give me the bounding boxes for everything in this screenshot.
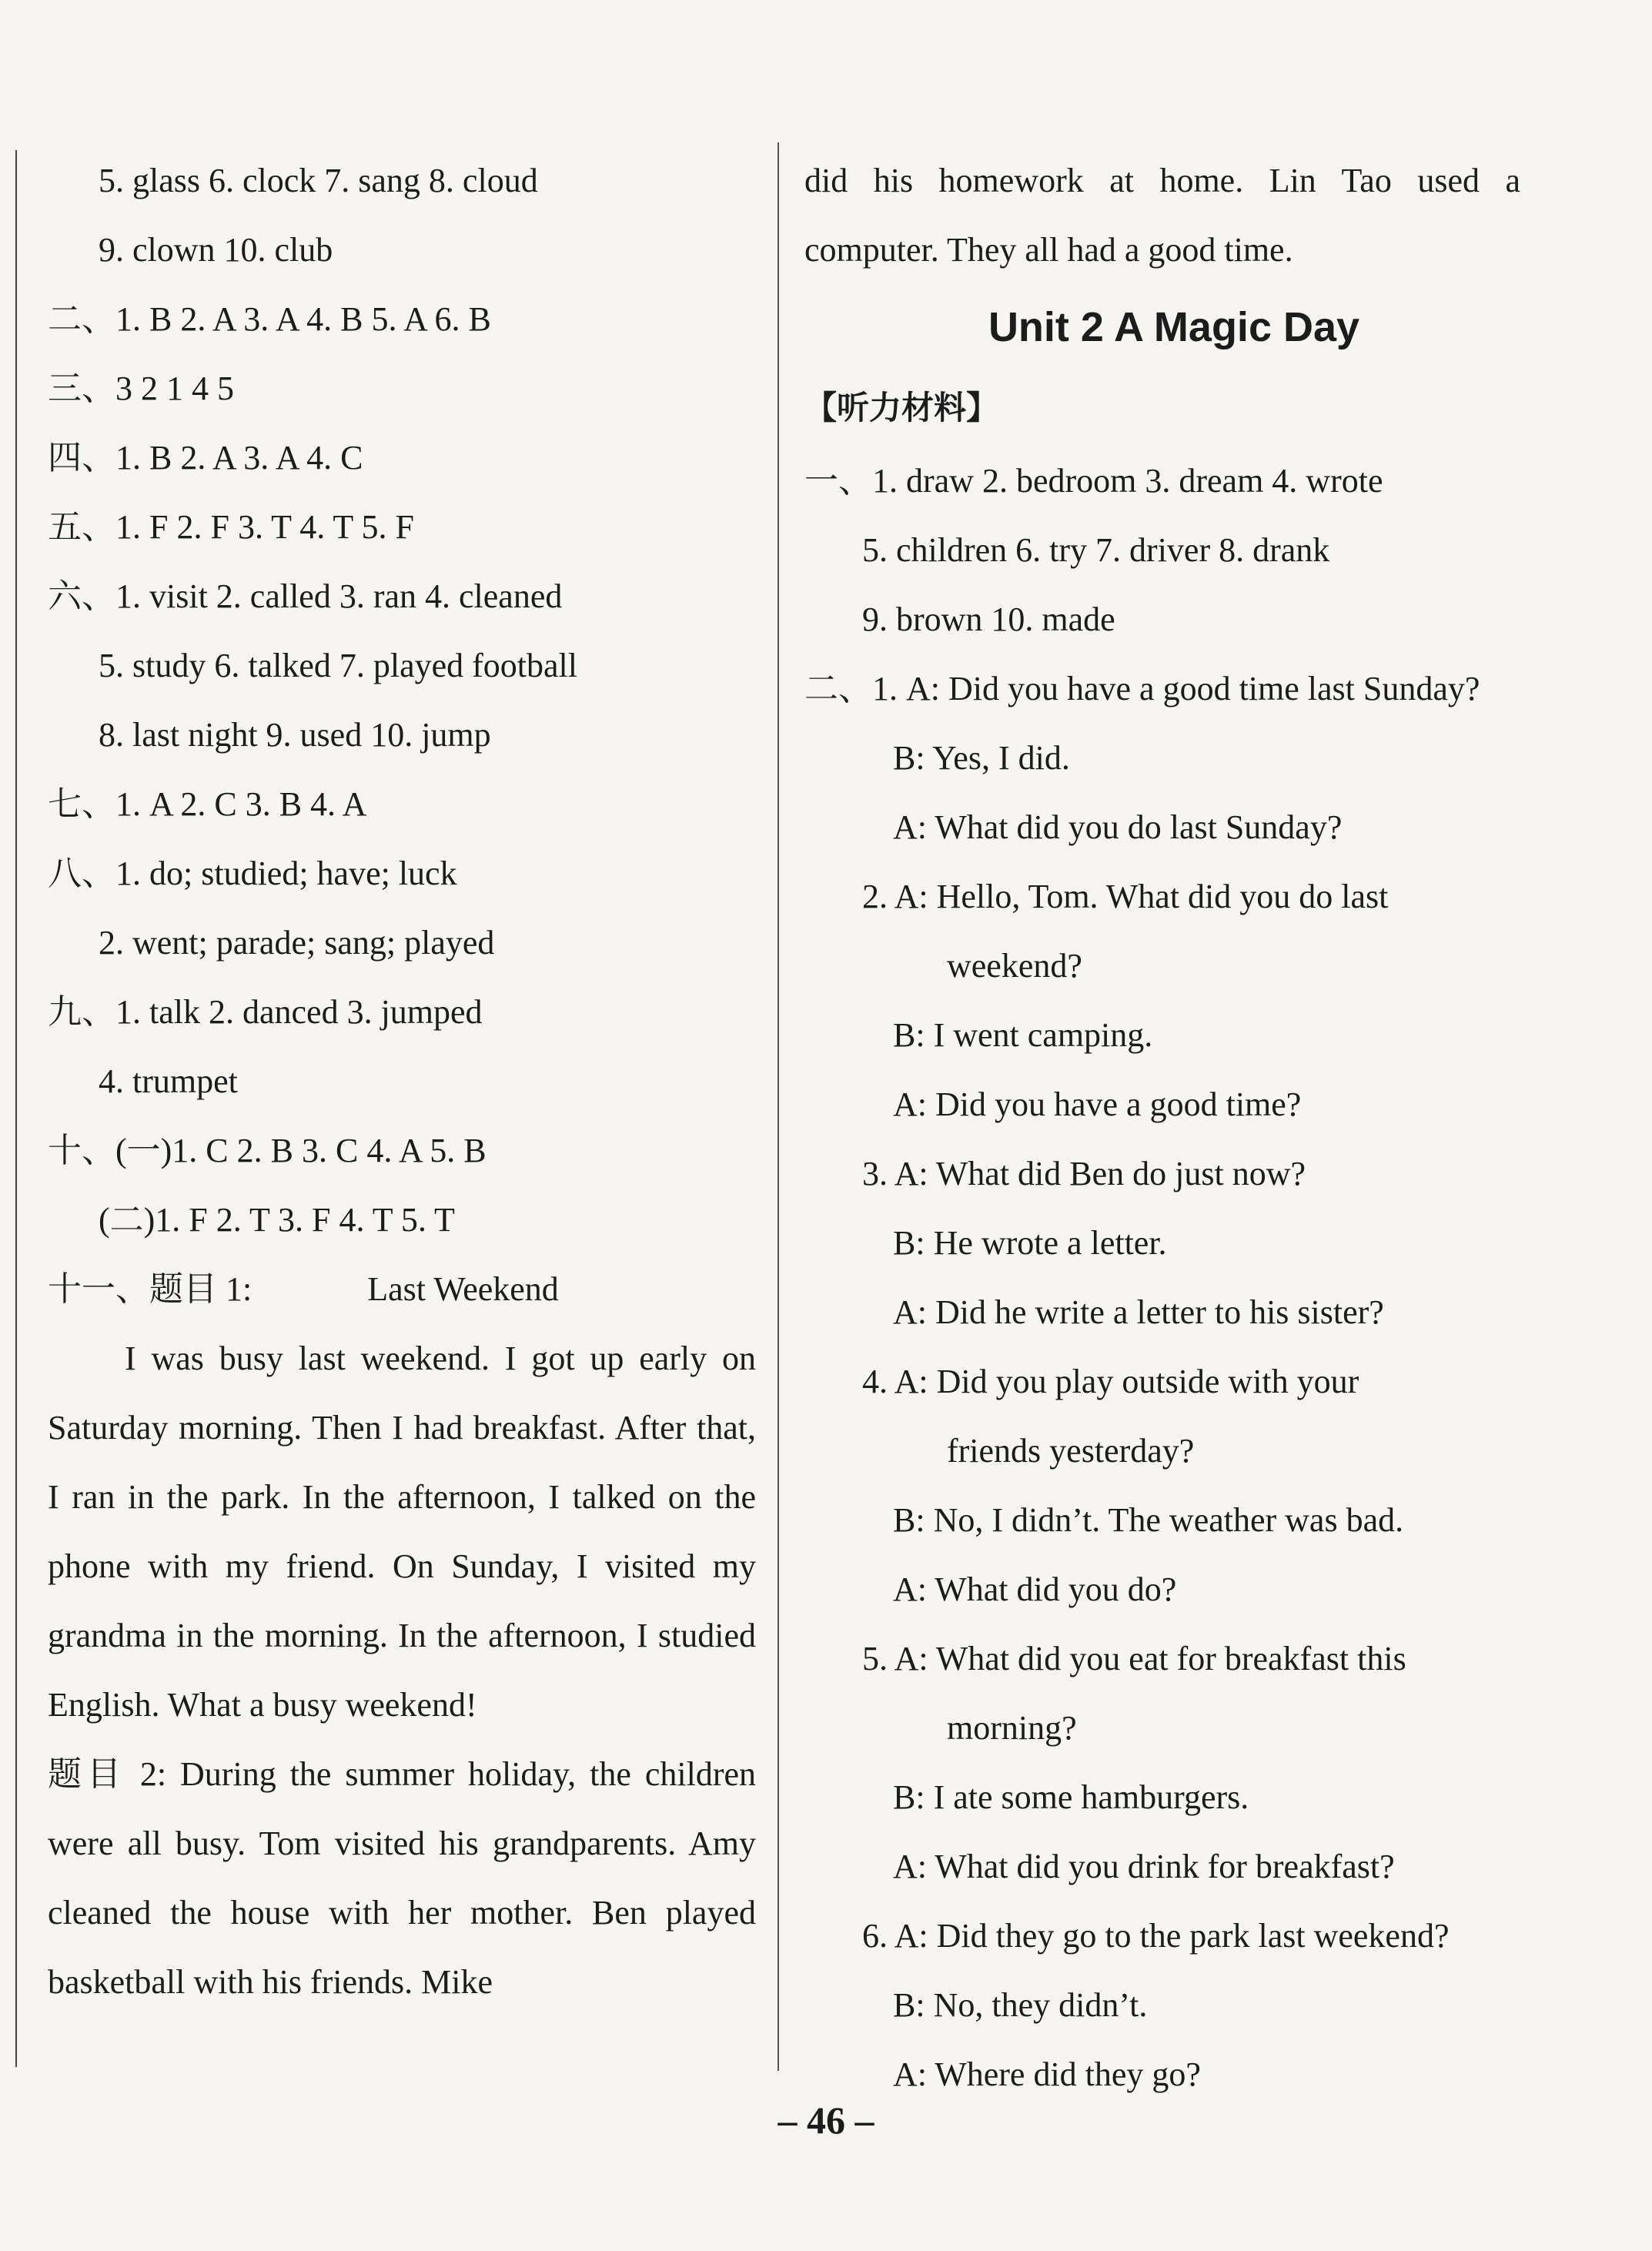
section-label: 【听力材料】	[804, 389, 999, 426]
essay-topic-label: 十一、题目 1:	[48, 1270, 252, 1308]
transcript-line: 9. brown 10. made	[862, 600, 1115, 638]
transcript-line: B: He wrote a letter.	[893, 1224, 1167, 1262]
answer-line: (二)1. F 2. T 3. F 4. T 5. T	[99, 1201, 455, 1239]
transcript-line: A: What did you do last Sunday?	[893, 808, 1343, 846]
transcript-line: A: Where did they go?	[893, 2055, 1201, 2093]
transcript-line: friends yesterday?	[947, 1432, 1195, 1470]
answer-line: 三、3 2 1 4 5	[48, 370, 234, 407]
transcript-line: B: I ate some hamburgers.	[893, 1778, 1249, 1816]
answer-line: 七、1. A 2. C 3. B 4. A	[48, 785, 367, 823]
transcript-line: A: What did you do?	[893, 1570, 1177, 1608]
answer-line: 五、1. F 2. F 3. T 4. T 5. F	[48, 508, 414, 546]
unit-title: Unit 2 A Magic Day	[988, 304, 1360, 350]
answer-line: 4. trumpet	[99, 1062, 238, 1100]
transcript-line: A: Did you have a good time?	[893, 1085, 1302, 1123]
answer-line: 9. clown 10. club	[99, 231, 333, 269]
answer-line: 八、1. do; studied; have; luck	[48, 855, 457, 892]
essay-continuation: did his homework at home. Lin Tao used a computer. They all had a good time.	[804, 162, 1520, 269]
page-number: – 46 –	[778, 2099, 874, 2142]
transcript-line: B: Yes, I did.	[893, 739, 1070, 777]
transcript-line: B: No, they didn’t.	[893, 1986, 1148, 2024]
answer-line: 二、1. B 2. A 3. A 4. B 5. A 6. B	[48, 300, 491, 338]
transcript-line: 5. children 6. try 7. driver 8. drank	[862, 531, 1330, 569]
essay-title: Last Weekend	[367, 1270, 559, 1308]
answer-line: 5. study 6. talked 7. played football	[99, 647, 577, 684]
transcript-line: 5. A: What did you eat for breakfast this	[862, 1640, 1406, 1677]
answer-line: 8. last night 9. used 10. jump	[99, 716, 491, 754]
transcript-line: A: What did you drink for breakfast?	[893, 1848, 1395, 1885]
right-column	[804, 146, 1520, 2109]
transcript-line: B: No, I didn’t. The weather was bad.	[893, 1501, 1404, 1539]
transcript-line: 3. A: What did Ben do just now?	[862, 1155, 1306, 1192]
essay-paragraph: I was busy last weekend. I got up early on Saturday morning. Then I had breakfast. After that, I ran in the park. In the afternoon, I talked on the phone with my friend. On Sunday, I visited my grandma in the morning. In the afternoon, I studied English. What a busy weekend!	[48, 1340, 756, 1724]
essay-heading	[48, 1255, 756, 1324]
transcript-line: A: Did he write a letter to his sister?	[893, 1293, 1384, 1331]
answer-line: 四、1. B 2. A 3. A 4. C	[48, 439, 363, 477]
transcript-line: 2. A: Hello, Tom. What did you do last	[862, 878, 1389, 915]
transcript-line: weekend?	[947, 947, 1082, 985]
answer-line: 六、1. visit 2. called 3. ran 4. cleaned	[48, 577, 563, 615]
answer-line: 十、(一)1. C 2. B 3. C 4. A 5. B	[48, 1132, 487, 1169]
transcript-line: 一、1. draw 2. bedroom 3. dream 4. wrote	[804, 462, 1383, 500]
column-divider	[778, 142, 779, 2071]
answer-line: 九、1. talk 2. danced 3. jumped	[48, 993, 483, 1031]
left-column	[48, 146, 756, 2017]
transcript-line: morning?	[947, 1709, 1077, 1747]
left-margin-rule	[15, 150, 17, 2067]
answer-line: 5. glass 6. clock 7. sang 8. cloud	[99, 162, 538, 199]
transcript-line: 二、1. A: Did you have a good time last Sunday?	[804, 670, 1480, 707]
transcript-line: 4. A: Did you play outside with your	[862, 1363, 1359, 1400]
transcript-line: 6. A: Did they go to the park last weekend?	[862, 1917, 1450, 1955]
transcript-line: B: I went camping.	[893, 1016, 1153, 1054]
essay-paragraph: 题目 2: During the summer holiday, the children were all busy. Tom visited his grandparents. Amy cleaned the house with her mother. Ben played basketball with his friends. Mike	[48, 1755, 756, 2001]
answer-line: 2. went; parade; sang; played	[99, 924, 495, 962]
